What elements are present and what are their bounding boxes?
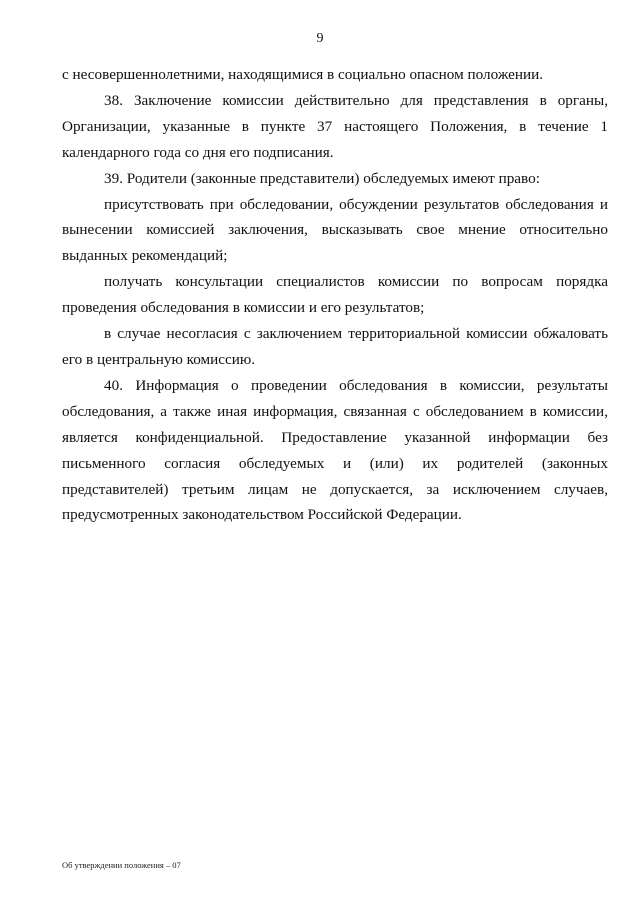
paragraph-39-item-1: присутствовать при обследовании, обсуждении результатов обследования и вынесении комиссией заключения, высказывать свое мнение относительно выданных рекомендаций;	[62, 195, 608, 265]
paragraph-39-item-2: получать консультации специалистов комиссии по вопросам порядка проведения обследования в комиссии и его результатов;	[62, 273, 608, 317]
paragraph-39: 39. Родители (законные представители) обследуемых имеют право:	[104, 169, 540, 187]
paragraph-40: 40. Информация о проведении обследования в комиссии, результаты обследования, а также иная информация, связанная с обследованием в комиссии, является конфиденциальной. Предоставление указанной информации без письменного согласия обследуемых и (или) их родителей (законных представителей) третьим лицам не допускается, за исключением случаев, предусмотренных законодательством Российской Федерации.	[62, 376, 608, 524]
document-body	[62, 62, 608, 528]
paragraph-continuation: с несовершеннолетними, находящимися в социально опасном положении.	[62, 66, 544, 83]
paragraph-38: 38. Заключение комиссии действительно для представления в органы, Организации, указанные в пункте 37 настоящего Положения, в течение 1 календарного года со дня его подписания.	[62, 91, 608, 161]
page-number: 9	[316, 31, 324, 46]
paragraph-39-item-3: в случае несогласия с заключением территориальной комиссии обжаловать его в центральную комиссию.	[62, 325, 608, 368]
page-footer: Об утверждении положения – 07	[62, 860, 181, 870]
